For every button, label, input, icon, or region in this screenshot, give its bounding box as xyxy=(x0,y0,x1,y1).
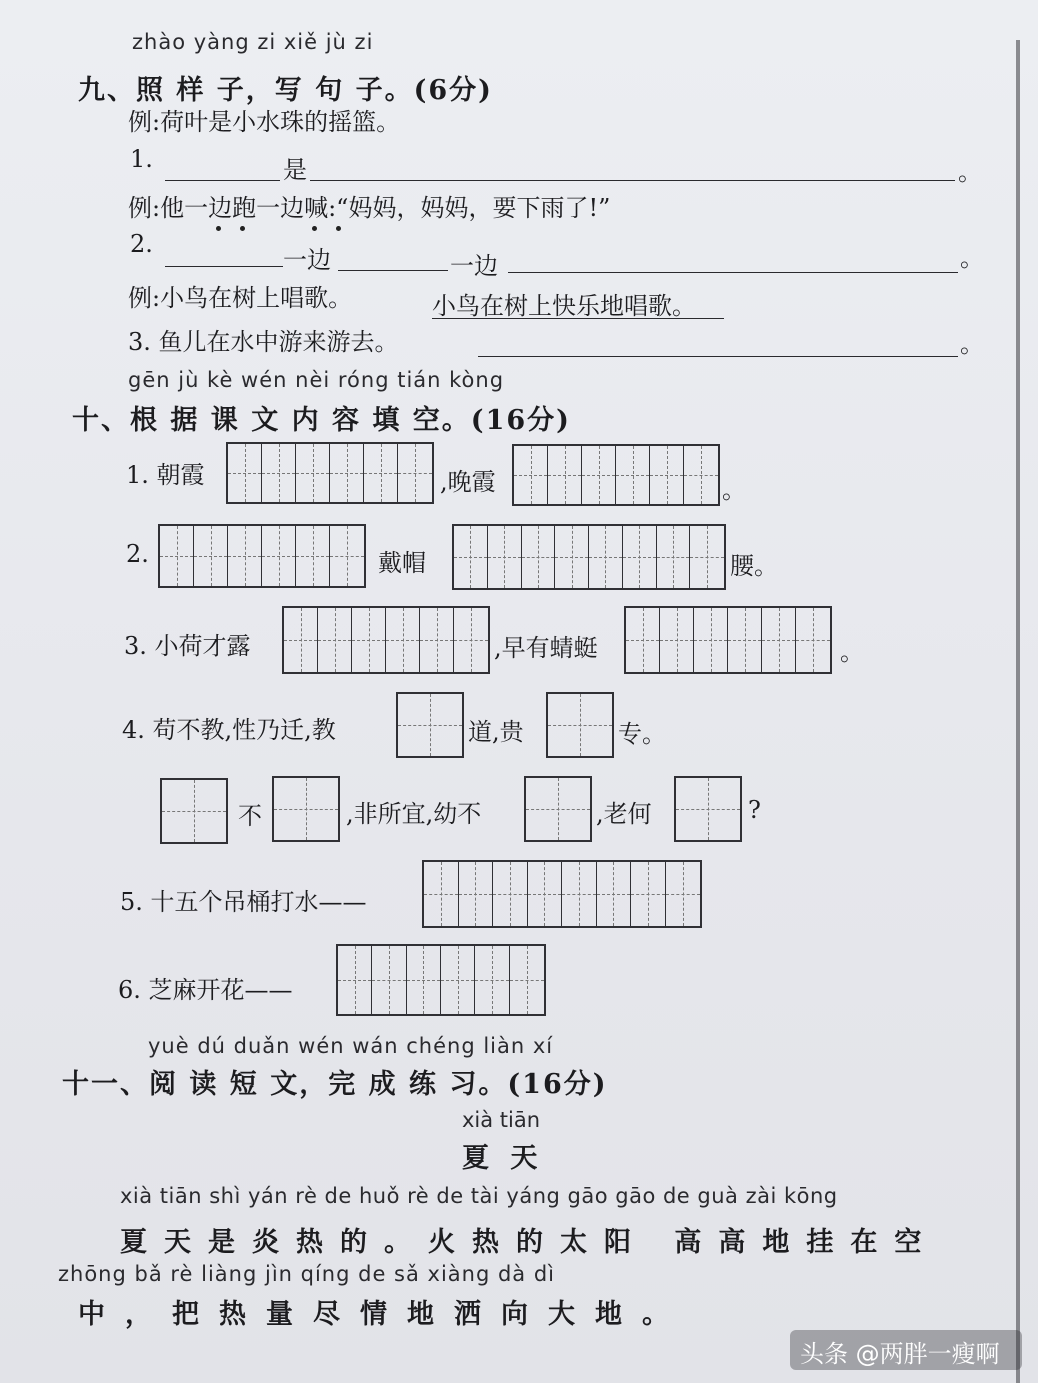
q9-1-end: 。 xyxy=(958,158,982,186)
q10-1-grid-a[interactable] xyxy=(226,442,434,504)
q9-2-end: 。 xyxy=(960,244,984,272)
q10-2-grid-a[interactable] xyxy=(158,524,366,588)
q10-4-box-1[interactable] xyxy=(396,692,464,758)
story-line2-pinyin: zhōng bǎ rè liàng jìn qíng de sǎ xiàng dà dì xyxy=(58,1262,556,1286)
q9-3-blank[interactable] xyxy=(478,356,958,357)
example-3-underline xyxy=(432,318,724,319)
q9-2-blank-b[interactable] xyxy=(338,270,448,271)
section11-pinyin: yuè dú duǎn wén wán chéng liàn xí xyxy=(148,1034,554,1058)
q10-4-mid: 道,贵 xyxy=(468,718,524,746)
q9-1-blank-b[interactable] xyxy=(310,180,955,181)
emphasis-dot xyxy=(336,226,341,231)
emphasis-dot xyxy=(240,226,245,231)
q10-3-grid-a[interactable] xyxy=(282,606,490,674)
q10-4-bu: 不 xyxy=(238,802,262,830)
q10-4-feisuoyi: ,非所宜,幼不 xyxy=(346,800,482,828)
q10-1-mid: ,晚霞 xyxy=(440,468,496,496)
story-line1-pinyin: xià tiān shì yán rè de huǒ rè de tài yáng gāo gāo de guà zài kōng xyxy=(120,1184,838,1208)
example-1: 例:荷叶是小水珠的摇篮。 xyxy=(128,108,401,136)
q10-4-box-5[interactable] xyxy=(524,776,592,842)
q10-5-grid[interactable] xyxy=(422,860,702,928)
q10-1-label: 1. 朝霞 xyxy=(126,461,205,489)
q9-3-end: 。 xyxy=(960,330,984,358)
q10-3-label: 3. 小荷才露 xyxy=(124,632,251,660)
section9-pinyin: zhào yàng zi xiě jù zi xyxy=(132,30,374,54)
q9-2-yibian-1: 一边 xyxy=(283,246,331,274)
q10-4-laohe: ,老何 xyxy=(596,800,652,828)
q10-4-box-3[interactable] xyxy=(160,778,228,844)
example-3-left: 例:小鸟在树上唱歌。 xyxy=(128,284,353,312)
story-line2: 中，把热量尽情地洒向大地。 xyxy=(78,1299,689,1330)
q9-2-yibian-2: 一边 xyxy=(450,252,498,280)
q9-2-blank-c[interactable] xyxy=(508,272,958,273)
q10-3-grid-b[interactable] xyxy=(624,606,832,674)
section10-title: 十、根 据 课 文 内 容 填 空。(16分) xyxy=(72,405,571,436)
q10-1-grid-b[interactable] xyxy=(512,444,720,506)
q10-3-mid: ,早有蜻蜓 xyxy=(494,634,598,662)
emphasis-dot xyxy=(312,226,317,231)
watermark: 头条 @两胖一瘦啊 xyxy=(800,1340,1000,1368)
q10-4-question: ? xyxy=(748,796,761,824)
q10-4-label: 4. 苟不教,性乃迁,教 xyxy=(122,716,336,744)
section10-pinyin: gēn jù kè wén nèi róng tián kòng xyxy=(128,368,505,392)
story-line1: 夏天是炎热的。火热的太阳 高高地挂在空 xyxy=(120,1227,939,1258)
emphasis-dot xyxy=(216,226,221,231)
q10-2-end: 腰。 xyxy=(730,552,778,580)
q10-2-grid-b[interactable] xyxy=(452,524,726,590)
q9-1-number: 1. xyxy=(130,145,153,173)
section11-title: 十一、阅 读 短 文，完 成 练 习。(16分) xyxy=(62,1069,608,1100)
q10-2-number: 2. xyxy=(126,540,149,568)
q10-4-zhuan: 专。 xyxy=(618,720,666,748)
q10-4-box-6[interactable] xyxy=(674,776,742,842)
q10-6-grid[interactable] xyxy=(336,944,546,1016)
story-title-pinyin: xià tiān xyxy=(462,1108,541,1132)
q10-2-mid: 戴帽 xyxy=(378,549,426,577)
q10-1-end: 。 xyxy=(722,476,746,504)
section9-title: 九、照 样 子，写 句 子。(6分) xyxy=(78,75,493,106)
q10-4-box-4[interactable] xyxy=(272,776,340,842)
q9-2-blank-a[interactable] xyxy=(165,266,283,267)
story-title: 夏 天 xyxy=(462,1143,544,1174)
q9-1-shi: 是 xyxy=(283,156,307,184)
q9-1-blank-a[interactable] xyxy=(165,180,280,181)
example-2: 例:他一边跑一边喊:“妈妈，妈妈，要下雨了!” xyxy=(128,194,611,222)
example-3-right: 小鸟在树上快乐地唱歌。 xyxy=(432,292,696,320)
q10-3-end: 。 xyxy=(840,638,864,666)
q9-3-sentence: 3. 鱼儿在水中游来游去。 xyxy=(128,328,399,356)
q9-2-number: 2. xyxy=(130,230,153,258)
page-edge xyxy=(1016,40,1020,1383)
q10-6-label: 6. 芝麻开花—— xyxy=(118,976,293,1004)
q10-5-label: 5. 十五个吊桶打水—— xyxy=(120,888,367,916)
q10-4-box-2[interactable] xyxy=(546,692,614,758)
